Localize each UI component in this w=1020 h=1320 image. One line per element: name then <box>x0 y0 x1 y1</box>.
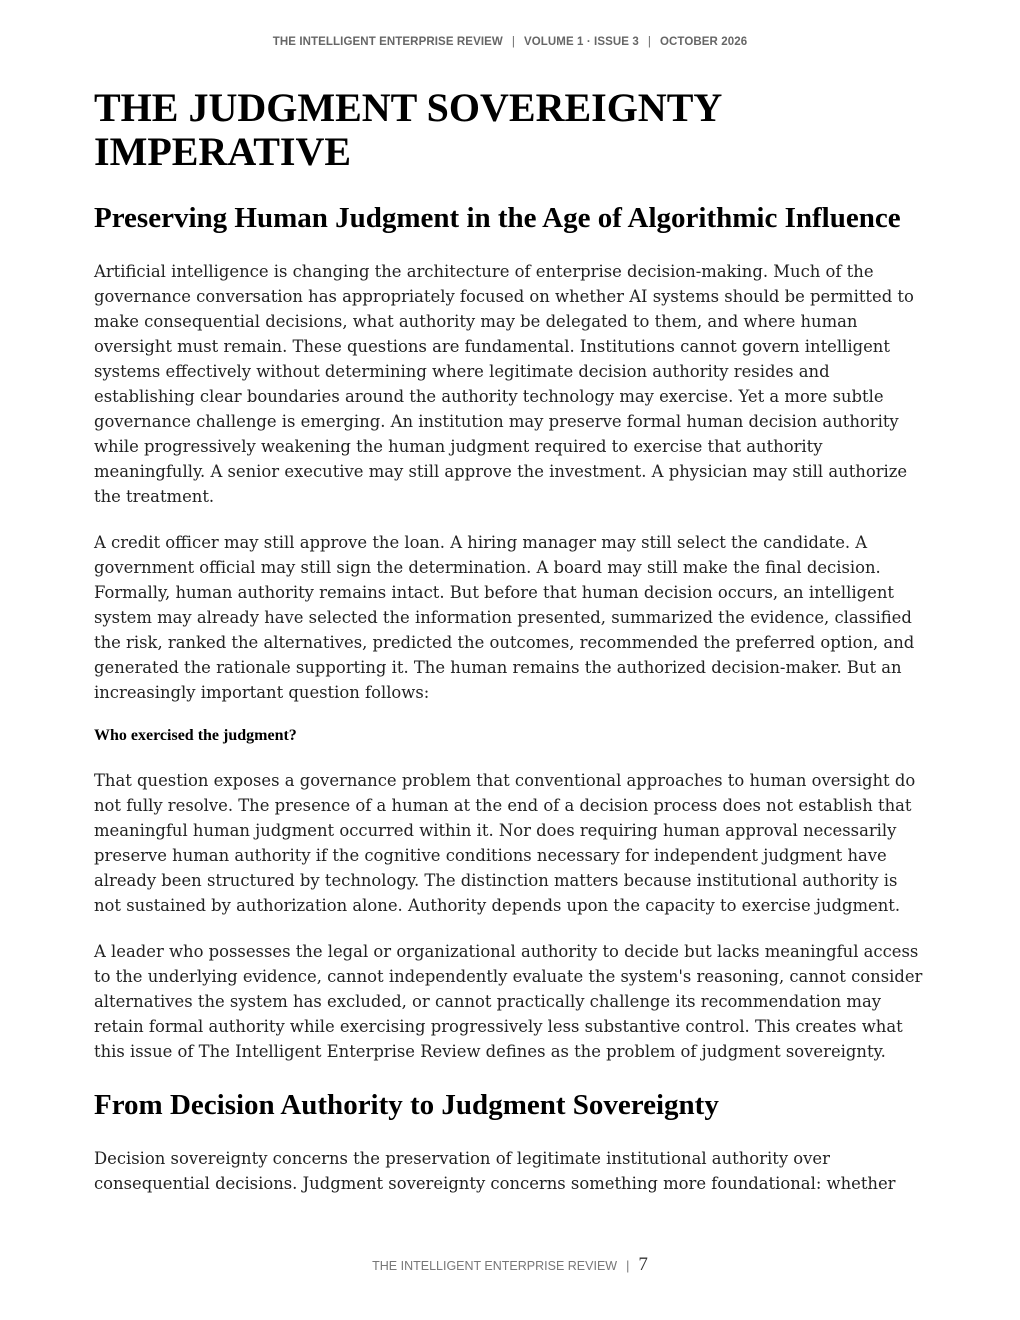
article-title: THE JUDGMENT SOVEREIGNTY IMPERATIVE <box>94 85 721 174</box>
body-paragraph: A credit officer may still approve the loan. A hiring manager may still select the candidate. A government official may still sign the determination. A board may still make the final decision. Formally, human authority remains intact. But before that human decision occurs, an intelligent system may already have selected the information presented, summarized the evidence, classified the risk, ranked the alternatives, predicted the outcomes, recommended the preferred option, and generated the rationale supporting it. The human remains the authorized decision-maker. But an increasingly important question follows: <box>94 533 915 702</box>
section-heading: From Decision Authority to Judgment Sovereignty <box>94 1089 719 1121</box>
article-body <box>94 86 924 1196</box>
article-subtitle: Preserving Human Judgment in the Age of Algorithmic Influence <box>94 202 901 234</box>
body-paragraph: Decision sovereignty concerns the preservation of legitimate institutional authority over consequential decisions. Judgment sovereignty concerns something more foundational: whether <box>94 1149 896 1193</box>
running-header <box>0 36 1020 48</box>
body-paragraph: A leader who possesses the legal or organizational authority to decide but lacks meaningful access to the underlying evidence, cannot independently evaluate the system's reasoning, cannot consider alternatives the system has excluded, or cannot practically challenge its recommendation may retain formal authority while exercising progressively less substantive control. This creates what this issue of The Intelligent Enterprise Review defines as the problem of judgment sovereignty. <box>94 942 923 1061</box>
footer-publication-name: THE INTELLIGENT ENTERPRISE REVIEW <box>372 1259 618 1273</box>
running-footer <box>0 1254 1020 1276</box>
body-paragraph: Artificial intelligence is changing the architecture of enterprise decision-making. Much of the governance conversation has appropriately focused on whether AI systems should be permitted to make consequential decisions, what authority may be delegated to them, and where human oversight must remain. These questions are fundamental. Institutions cannot govern intelligent systems effectively without determining where legitimate decision authority resides and establishing clear boundaries around the authority technology may exercise. Yet a more subtle governance challenge is emerging. An institution may preserve formal human decision authority while progressively weakening the human judgment required to exercise that authority meaningfully. A senior executive may still approve the investment. A physician may still authorize the treatment. <box>94 262 914 506</box>
header-separator: | <box>647 36 651 48</box>
page-number: 7 <box>638 1254 648 1275</box>
header-date: OCTOBER 2026 <box>659 36 748 48</box>
footer-separator: | <box>626 1259 630 1273</box>
body-paragraph: That question exposes a governance problem that conventional approaches to human oversight do not fully resolve. The presence of a human at the end of a decision process does not establish that meaningful human judgment occurred within it. Nor does requiring human approval necessarily preserve human authority if the cognitive conditions necessary for independent judgment have already been structured by technology. The distinction matters because institutional authority is not sustained by authorization alone. Authority depends upon the capacity to exercise judgment. <box>94 771 916 915</box>
header-issue: VOLUME 1 · ISSUE 3 <box>523 36 639 48</box>
callout-question: Who exercised the judgment? <box>94 727 297 744</box>
header-publication-name: THE INTELLIGENT ENTERPRISE REVIEW <box>272 36 503 48</box>
header-separator: | <box>511 36 515 48</box>
